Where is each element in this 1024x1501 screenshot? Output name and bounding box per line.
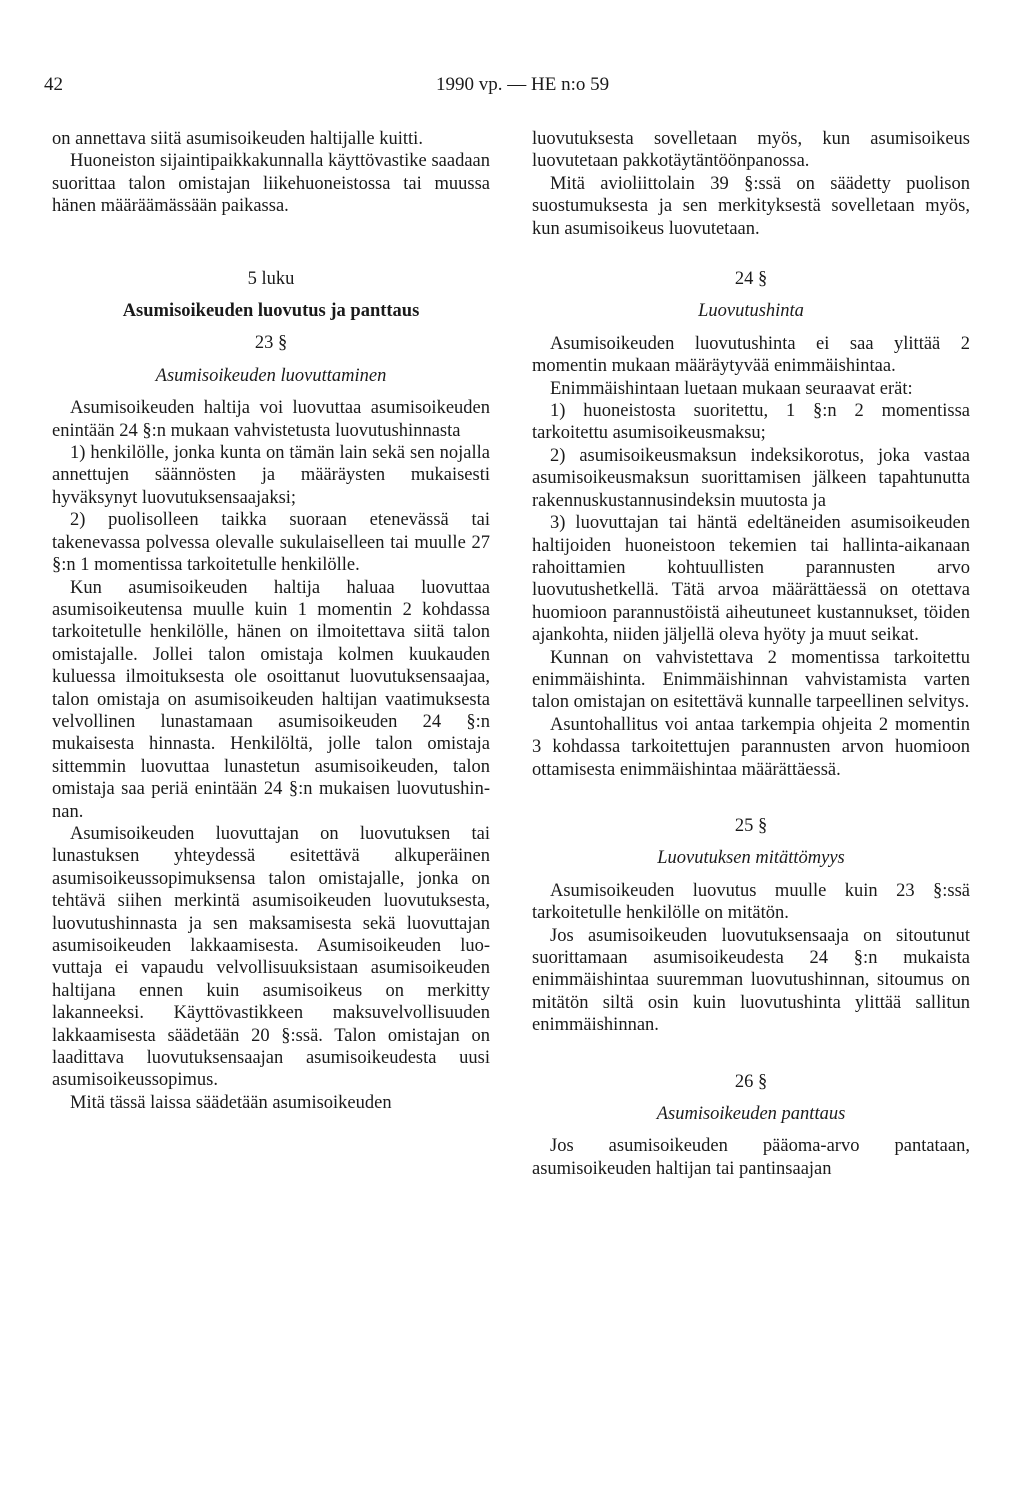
section-number: 23 § [254, 333, 288, 354]
body-paragraph: Asumisoikeuden luovutushinta ei saa ylittää 2 momentin mukaan määräytyvää enimmäishintaa. [532, 333, 970, 377]
left-column [52, 128, 490, 1114]
body-paragraph: Jos asumisoikeuden pääoma-arvo pantataan, asumisoikeuden haltijan tai pantinsaajan [532, 1136, 970, 1179]
body-paragraph: 3) luovuttajan tai häntä edeltäneiden asumisoikeuden haltijoiden huoneistoon tekemien tai hallinta-aikanaan rahoittamien kohtuullisten parannusten arvo luovutushetkellä. Tätä arvoa määrättäessä on otettava huomioon parannustöistä aiheutuneet kustannukset, töiden ajankohta, niiden jäljellä oleva hyöty ja muut seikat. [532, 513, 970, 646]
body-paragraph: Asuntohallitus voi antaa tarkempia ohjeita 2 momentin 3 kohdassa tarkoitettujen parannusten arvon huomioon ottamisesta enimmäishintaa määrättäessä. [532, 714, 970, 780]
chapter-number: 5 luku [247, 268, 295, 289]
right-column [532, 128, 970, 1180]
section-title: Asumisoikeuden panttaus [656, 1104, 846, 1125]
body-paragraph: Huoneiston sijaintipaikkakunnalla käyttövastike saadaan suorittaa talon omistajan liikehuoneistossa tai muussa hänen määräämässään paikassa. [52, 151, 490, 217]
body-paragraph: Asumisoikeuden haltija voi luovuttaa asumisoikeuden enintään 24 §:n mukaan vahvistetusta luovutushinnasta [52, 398, 490, 441]
body-paragraph: Mitä tässä laissa säädetään asumisoikeuden [70, 1092, 392, 1113]
body-paragraph: 2) puolisolleen taikka suoraan etenevässä tai takenevassa polvessa olevalle sukulaiselleen tai muulle 27 §:n 1 momentissa tarkoitetulle henkilölle. [52, 510, 490, 576]
body-paragraph: Asumisoikeuden luovutus muulle kuin 23 §:ssä tarkoitetulle henkilölle on mitätön. [532, 880, 970, 924]
section-title: Asumisoikeuden luovuttaminen [155, 365, 387, 386]
section-number: 26 § [734, 1071, 768, 1092]
page-number: 42 [44, 74, 63, 95]
chapter-title: Asumisoikeuden luovutus ja panttaus [122, 301, 420, 322]
section-title: Luovutushinta [698, 301, 804, 322]
body-paragraph: luovutuksesta sovelletaan myös, kun asumisoikeus luovutetaan pakkotäytäntöönpanossa. [532, 129, 970, 172]
running-title: 1990 vp. — HE n:o 59 [436, 74, 610, 95]
body-paragraph: Enimmäishintaan luetaan mukaan seuraavat erät: [550, 378, 913, 399]
section-number: 24 § [734, 269, 768, 290]
body-paragraph: 1) huoneistosta suoritettu, 1 §:n 2 momentissa tarkoitettu asumisoikeusmaksu; [532, 401, 970, 444]
body-paragraph: 1) henkilölle, jonka kunta on tämän lain sekä sen nojalla annettujen säännösten ja määräysten mukaisesti hyväksynyt luovutuksensaajaksi; [52, 443, 490, 508]
section-number: 25 § [734, 815, 768, 836]
section-title: Luovutuksen mitättömyys [657, 848, 845, 869]
body-paragraph: on annettava siitä asumisoikeuden haltijalle kuitti. [52, 129, 423, 149]
body-paragraph: Mitä avioliittolain 39 §:ssä on säädetty puolison suostumuksesta ja sen merkityksestä sovelletaan myös, kun asumisoikeus luovutetaan. [532, 173, 970, 239]
body-paragraph: Asumisoikeuden luovuttajan on luovutuksen tai lunastuksen yhteydessä esitettävä alkuperäinen asumisoikeussopimuksensa talon omistajalle, jonka on tehtävä siihen merkintä asumisoikeuden luovutuksesta, luovutushinnasta ja sen maksamisesta sekä luovuttajan asumisoikeuden lakkaamisesta. Asumisoikeuden luovuttaja ei vapaudu velvollisuuksistaan asumisoikeuden haltijana ennen kuin asumisoikeus on merkitty lakanneeksi. Käyttövastikkeen maksuvelvollisuuden lakkaamisesta säädetään 20 §:ssä. Talon omistajan on laadittava luovutuksensaajan asumisoikeudesta uusi asumisoikeussopimus. [52, 823, 490, 1091]
body-paragraph: Kun asumisoikeuden haltija haluaa luovuttaa asumisoikeutensa muulle kuin 1 momentin 2 kohdassa tarkoitetulle henkilölle, hänen on ilmoitettava siitä talon omistajalle. Jollei talon omistaja kolmen kuukauden kuluessa ilmoituksesta ole osoittanut luovutuksensaajaa, talon omistaja on asumisoikeuden haltijan vaatimuksesta velvollinen lunastamaan asumisoikeuden 24 §:n mukaisesta hinnasta. Henkilöltä, jolle talon omistaja sittemmin luovuttaa lunastetun asumisoikeuden, talon omistaja saa periä enintään 24 §:n mukaisen luovutushinnan. [52, 577, 490, 822]
page-header [44, 74, 980, 102]
body-paragraph: Jos asumisoikeuden luovutuksensaaja on sitoutunut suorittamaan asumisoikeudesta 24 §:n mukaista enimmäishintaa suuremman luovutushinnan, sitoumus on mitätön siltä osin kuin luovutushinta ylittää sallitun enimmäishinnan. [532, 925, 970, 1036]
body-paragraph: 2) asumisoikeusmaksun indeksikorotus, joka vastaa asumisoikeusmaksun suorittamisen jälkeen tapahtunutta rakennuskustannusindeksin muutosta ja [532, 445, 970, 511]
body-paragraph: Kunnan on vahvistettava 2 momentissa tarkoitettu enimmäishinta. Enimmäishinnan vahvistamista varten talon omistajan on esitettävä kunnalle tarpeellinen selvitys. [532, 647, 970, 713]
